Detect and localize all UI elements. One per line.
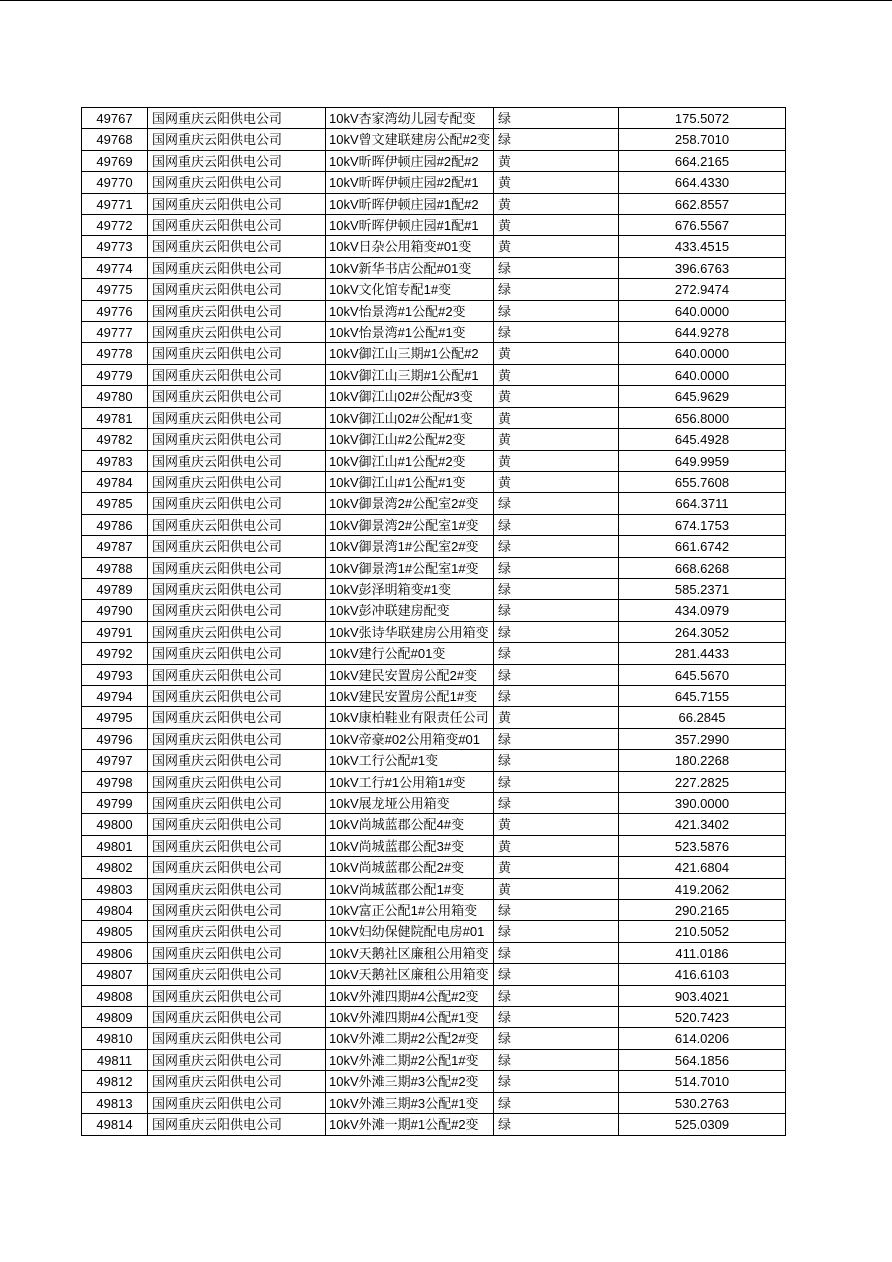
cell-value: 903.4021: [619, 986, 786, 1006]
table-row: [82, 365, 786, 386]
table-row: [82, 472, 786, 493]
cell-status: 黄: [494, 386, 619, 406]
cell-id: 49794: [82, 686, 148, 706]
cell-status: 黄: [494, 151, 619, 171]
table-row: [82, 622, 786, 643]
cell-status: 绿: [494, 793, 619, 813]
cell-company: 国网重庆云阳供电公司: [148, 814, 326, 834]
table-row: [82, 814, 786, 835]
cell-id: 49813: [82, 1093, 148, 1113]
cell-value: 664.3711: [619, 493, 786, 513]
cell-id: 49791: [82, 622, 148, 642]
cell-transformer: 10kV怡景湾#1公配#1变: [326, 322, 494, 342]
table-row: [82, 1114, 786, 1135]
table-row: [82, 579, 786, 600]
cell-status: 绿: [494, 322, 619, 342]
cell-status: 黄: [494, 472, 619, 492]
cell-transformer: 10kV天鹅社区廉租公用箱变: [326, 943, 494, 963]
cell-status: 黄: [494, 857, 619, 877]
cell-value: 523.5876: [619, 836, 786, 856]
cell-id: 49814: [82, 1114, 148, 1134]
cell-id: 49778: [82, 343, 148, 363]
cell-transformer: 10kV日杂公用箱变#01变: [326, 236, 494, 256]
cell-company: 国网重庆云阳供电公司: [148, 793, 326, 813]
cell-value: 645.9629: [619, 386, 786, 406]
cell-value: 281.4433: [619, 643, 786, 663]
table-row: [82, 643, 786, 664]
cell-id: 49780: [82, 386, 148, 406]
table-row: [82, 750, 786, 771]
cell-value: 644.9278: [619, 322, 786, 342]
cell-status: 绿: [494, 1050, 619, 1070]
cell-status: 绿: [494, 1114, 619, 1134]
table-row: [82, 258, 786, 279]
cell-id: 49809: [82, 1007, 148, 1027]
cell-value: 434.0979: [619, 600, 786, 620]
table-row: [82, 493, 786, 514]
cell-company: 国网重庆云阳供电公司: [148, 1093, 326, 1113]
cell-company: 国网重庆云阳供电公司: [148, 579, 326, 599]
cell-id: 49782: [82, 429, 148, 449]
data-table: [81, 107, 786, 1136]
cell-value: 676.5567: [619, 215, 786, 235]
cell-transformer: 10kV工行#1公用箱1#变: [326, 772, 494, 792]
table-row: [82, 536, 786, 557]
cell-id: 49804: [82, 900, 148, 920]
table-row: [82, 729, 786, 750]
cell-id: 49777: [82, 322, 148, 342]
table-row: [82, 1007, 786, 1028]
cell-value: 530.2763: [619, 1093, 786, 1113]
cell-id: 49797: [82, 750, 148, 770]
cell-transformer: 10kV帝豪#02公用箱变#01: [326, 729, 494, 749]
cell-company: 国网重庆云阳供电公司: [148, 301, 326, 321]
cell-status: 绿: [494, 1093, 619, 1113]
cell-status: 绿: [494, 900, 619, 920]
cell-id: 49807: [82, 964, 148, 984]
cell-transformer: 10kV建民安置房公配2#变: [326, 665, 494, 685]
cell-status: 绿: [494, 1071, 619, 1091]
cell-value: 649.9959: [619, 451, 786, 471]
cell-value: 357.2990: [619, 729, 786, 749]
table-row: [82, 129, 786, 150]
table-row: [82, 857, 786, 878]
cell-status: 绿: [494, 129, 619, 149]
cell-company: 国网重庆云阳供电公司: [148, 108, 326, 128]
table-row: [82, 943, 786, 964]
cell-company: 国网重庆云阳供电公司: [148, 472, 326, 492]
cell-company: 国网重庆云阳供电公司: [148, 236, 326, 256]
cell-value: 290.2165: [619, 900, 786, 920]
cell-status: 绿: [494, 622, 619, 642]
cell-company: 国网重庆云阳供电公司: [148, 900, 326, 920]
cell-id: 49787: [82, 536, 148, 556]
table-row: [82, 215, 786, 236]
cell-status: 绿: [494, 558, 619, 578]
cell-company: 国网重庆云阳供电公司: [148, 964, 326, 984]
cell-company: 国网重庆云阳供电公司: [148, 408, 326, 428]
cell-value: 520.7423: [619, 1007, 786, 1027]
cell-value: 416.6103: [619, 964, 786, 984]
cell-company: 国网重庆云阳供电公司: [148, 129, 326, 149]
table-row: [82, 772, 786, 793]
cell-company: 国网重庆云阳供电公司: [148, 836, 326, 856]
cell-id: 49801: [82, 836, 148, 856]
cell-company: 国网重庆云阳供电公司: [148, 622, 326, 642]
cell-value: 210.5052: [619, 921, 786, 941]
cell-value: 661.6742: [619, 536, 786, 556]
cell-transformer: 10kV新华书店公配#01变: [326, 258, 494, 278]
cell-transformer: 10kV妇幼保健院配电房#01: [326, 921, 494, 941]
cell-value: 664.4330: [619, 172, 786, 192]
cell-transformer: 10kV尚城蓝郡公配1#变: [326, 879, 494, 899]
cell-id: 49799: [82, 793, 148, 813]
cell-id: 49775: [82, 279, 148, 299]
cell-id: 49785: [82, 493, 148, 513]
table-row: [82, 900, 786, 921]
cell-id: 49802: [82, 857, 148, 877]
cell-status: 绿: [494, 986, 619, 1006]
cell-transformer: 10kV御景湾1#公配室2#变: [326, 536, 494, 556]
cell-company: 国网重庆云阳供电公司: [148, 386, 326, 406]
cell-status: 绿: [494, 108, 619, 128]
cell-transformer: 10kV天鹅社区廉租公用箱变: [326, 964, 494, 984]
cell-value: 66.2845: [619, 707, 786, 727]
cell-transformer: 10kV御景湾2#公配室2#变: [326, 493, 494, 513]
cell-id: 49796: [82, 729, 148, 749]
cell-status: 绿: [494, 515, 619, 535]
table-row: [82, 301, 786, 322]
cell-transformer: 10kV张诗华联建房公用箱变: [326, 622, 494, 642]
cell-transformer: 10kV文化馆专配1#变: [326, 279, 494, 299]
cell-company: 国网重庆云阳供电公司: [148, 921, 326, 941]
cell-transformer: 10kV富正公配1#公用箱变: [326, 900, 494, 920]
table-row: [82, 686, 786, 707]
cell-status: 绿: [494, 964, 619, 984]
cell-id: 49788: [82, 558, 148, 578]
table-row: [82, 921, 786, 942]
cell-status: 绿: [494, 258, 619, 278]
table-row: [82, 986, 786, 1007]
cell-transformer: 10kV昕晖伊顿庄园#2配#2: [326, 151, 494, 171]
cell-transformer: 10kV建民安置房公配1#变: [326, 686, 494, 706]
cell-company: 国网重庆云阳供电公司: [148, 665, 326, 685]
cell-value: 258.7010: [619, 129, 786, 149]
cell-status: 黄: [494, 814, 619, 834]
cell-company: 国网重庆云阳供电公司: [148, 451, 326, 471]
table-row: [82, 408, 786, 429]
cell-id: 49789: [82, 579, 148, 599]
cell-status: 绿: [494, 579, 619, 599]
cell-transformer: 10kV建行公配#01变: [326, 643, 494, 663]
cell-status: 黄: [494, 343, 619, 363]
cell-id: 49768: [82, 129, 148, 149]
cell-company: 国网重庆云阳供电公司: [148, 1050, 326, 1070]
cell-value: 421.6804: [619, 857, 786, 877]
cell-transformer: 10kV御江山三期#1公配#2: [326, 343, 494, 363]
cell-company: 国网重庆云阳供电公司: [148, 172, 326, 192]
cell-value: 645.7155: [619, 686, 786, 706]
cell-transformer: 10kV展龙垭公用箱变: [326, 793, 494, 813]
cell-status: 黄: [494, 408, 619, 428]
cell-id: 49790: [82, 600, 148, 620]
table-row: [82, 194, 786, 215]
cell-transformer: 10kV工行公配#1变: [326, 750, 494, 770]
cell-company: 国网重庆云阳供电公司: [148, 194, 326, 214]
cell-company: 国网重庆云阳供电公司: [148, 857, 326, 877]
table-row: [82, 386, 786, 407]
cell-company: 国网重庆云阳供电公司: [148, 322, 326, 342]
cell-company: 国网重庆云阳供电公司: [148, 515, 326, 535]
cell-company: 国网重庆云阳供电公司: [148, 343, 326, 363]
cell-value: 655.7608: [619, 472, 786, 492]
cell-value: 662.8557: [619, 194, 786, 214]
cell-company: 国网重庆云阳供电公司: [148, 729, 326, 749]
table-row: [82, 322, 786, 343]
cell-transformer: 10kV外滩三期#3公配#1变: [326, 1093, 494, 1113]
cell-transformer: 10kV外滩二期#2公配1#变: [326, 1050, 494, 1070]
table-row: [82, 1071, 786, 1092]
table-row: [82, 515, 786, 536]
cell-status: 黄: [494, 836, 619, 856]
cell-transformer: 10kV彭冲联建房配变: [326, 600, 494, 620]
cell-transformer: 10kV外滩四期#4公配#1变: [326, 1007, 494, 1027]
cell-id: 49808: [82, 986, 148, 1006]
cell-id: 49769: [82, 151, 148, 171]
cell-company: 国网重庆云阳供电公司: [148, 536, 326, 556]
cell-transformer: 10kV御景湾1#公配室1#变: [326, 558, 494, 578]
cell-value: 564.1856: [619, 1050, 786, 1070]
cell-company: 国网重庆云阳供电公司: [148, 365, 326, 385]
cell-status: 绿: [494, 600, 619, 620]
cell-company: 国网重庆云阳供电公司: [148, 707, 326, 727]
cell-transformer: 10kV昕晖伊顿庄园#1配#2: [326, 194, 494, 214]
cell-company: 国网重庆云阳供电公司: [148, 558, 326, 578]
cell-transformer: 10kV御江山#1公配#2变: [326, 451, 494, 471]
cell-status: 绿: [494, 772, 619, 792]
cell-status: 绿: [494, 943, 619, 963]
cell-transformer: 10kV彭泽明箱变#1变: [326, 579, 494, 599]
cell-value: 645.5670: [619, 665, 786, 685]
cell-id: 49767: [82, 108, 148, 128]
cell-status: 黄: [494, 879, 619, 899]
cell-company: 国网重庆云阳供电公司: [148, 943, 326, 963]
cell-id: 49803: [82, 879, 148, 899]
cell-id: 49773: [82, 236, 148, 256]
cell-status: 绿: [494, 1007, 619, 1027]
table-row: [82, 600, 786, 621]
table-row: [82, 1093, 786, 1114]
cell-transformer: 10kV尚城蓝郡公配3#变: [326, 836, 494, 856]
table-row: [82, 429, 786, 450]
cell-company: 国网重庆云阳供电公司: [148, 772, 326, 792]
cell-id: 49810: [82, 1028, 148, 1048]
cell-transformer: 10kV御景湾2#公配室1#变: [326, 515, 494, 535]
table-row: [82, 1050, 786, 1071]
cell-status: 绿: [494, 665, 619, 685]
cell-value: 421.3402: [619, 814, 786, 834]
table-row: [82, 172, 786, 193]
cell-transformer: 10kV外滩四期#4公配#2变: [326, 986, 494, 1006]
cell-status: 黄: [494, 215, 619, 235]
table-row: [82, 879, 786, 900]
cell-value: 264.3052: [619, 622, 786, 642]
table-row: [82, 279, 786, 300]
cell-transformer: 10kV御江山#2公配#2变: [326, 429, 494, 449]
table-row: [82, 451, 786, 472]
cell-status: 绿: [494, 686, 619, 706]
cell-company: 国网重庆云阳供电公司: [148, 600, 326, 620]
cell-status: 黄: [494, 707, 619, 727]
cell-transformer: 10kV外滩三期#3公配#2变: [326, 1071, 494, 1091]
cell-transformer: 10kV御江山#1公配#1变: [326, 472, 494, 492]
cell-value: 645.4928: [619, 429, 786, 449]
table-row: [82, 707, 786, 728]
cell-company: 国网重庆云阳供电公司: [148, 279, 326, 299]
cell-id: 49798: [82, 772, 148, 792]
cell-value: 272.9474: [619, 279, 786, 299]
cell-id: 49806: [82, 943, 148, 963]
cell-transformer: 10kV昕晖伊顿庄园#1配#1: [326, 215, 494, 235]
page-top-rule: [0, 0, 892, 1]
cell-transformer: 10kV御江山02#公配#1变: [326, 408, 494, 428]
cell-id: 49783: [82, 451, 148, 471]
table-row: [82, 793, 786, 814]
cell-value: 585.2371: [619, 579, 786, 599]
cell-id: 49811: [82, 1050, 148, 1070]
cell-value: 525.0309: [619, 1114, 786, 1134]
cell-value: 640.0000: [619, 301, 786, 321]
cell-status: 黄: [494, 451, 619, 471]
table-row: [82, 151, 786, 172]
cell-id: 49771: [82, 194, 148, 214]
cell-transformer: 10kV康柏鞋业有限责任公司: [326, 707, 494, 727]
cell-transformer: 10kV尚城蓝郡公配2#变: [326, 857, 494, 877]
cell-id: 49795: [82, 707, 148, 727]
cell-company: 国网重庆云阳供电公司: [148, 643, 326, 663]
cell-company: 国网重庆云阳供电公司: [148, 1007, 326, 1027]
cell-value: 390.0000: [619, 793, 786, 813]
cell-id: 49772: [82, 215, 148, 235]
table-row: [82, 665, 786, 686]
cell-value: 674.1753: [619, 515, 786, 535]
cell-company: 国网重庆云阳供电公司: [148, 258, 326, 278]
cell-status: 绿: [494, 750, 619, 770]
cell-id: 49805: [82, 921, 148, 941]
cell-status: 绿: [494, 301, 619, 321]
cell-status: 绿: [494, 536, 619, 556]
cell-value: 668.6268: [619, 558, 786, 578]
cell-status: 绿: [494, 921, 619, 941]
cell-company: 国网重庆云阳供电公司: [148, 1114, 326, 1134]
cell-value: 640.0000: [619, 343, 786, 363]
cell-value: 396.6763: [619, 258, 786, 278]
cell-company: 国网重庆云阳供电公司: [148, 493, 326, 513]
cell-transformer: 10kV杏家湾幼儿园专配变: [326, 108, 494, 128]
cell-id: 49786: [82, 515, 148, 535]
cell-value: 664.2165: [619, 151, 786, 171]
cell-status: 绿: [494, 643, 619, 663]
cell-id: 49779: [82, 365, 148, 385]
cell-id: 49784: [82, 472, 148, 492]
cell-status: 绿: [494, 493, 619, 513]
cell-company: 国网重庆云阳供电公司: [148, 429, 326, 449]
cell-status: 黄: [494, 365, 619, 385]
cell-company: 国网重庆云阳供电公司: [148, 686, 326, 706]
cell-id: 49774: [82, 258, 148, 278]
cell-transformer: 10kV御江山02#公配#3变: [326, 386, 494, 406]
table-row: [82, 964, 786, 985]
cell-transformer: 10kV尚城蓝郡公配4#变: [326, 814, 494, 834]
cell-company: 国网重庆云阳供电公司: [148, 215, 326, 235]
cell-status: 黄: [494, 236, 619, 256]
table-row: [82, 108, 786, 129]
cell-status: 黄: [494, 172, 619, 192]
cell-company: 国网重庆云阳供电公司: [148, 1071, 326, 1091]
cell-transformer: 10kV怡景湾#1公配#2变: [326, 301, 494, 321]
cell-company: 国网重庆云阳供电公司: [148, 879, 326, 899]
cell-value: 656.8000: [619, 408, 786, 428]
cell-value: 175.5072: [619, 108, 786, 128]
cell-id: 49800: [82, 814, 148, 834]
table-row: [82, 836, 786, 857]
cell-value: 411.0186: [619, 943, 786, 963]
cell-status: 绿: [494, 729, 619, 749]
cell-value: 614.0206: [619, 1028, 786, 1048]
table-row: [82, 236, 786, 257]
cell-transformer: 10kV曾文建联建房公配#2变: [326, 129, 494, 149]
cell-transformer: 10kV御江山三期#1公配#1: [326, 365, 494, 385]
cell-transformer: 10kV外滩二期#2公配2#变: [326, 1028, 494, 1048]
cell-status: 黄: [494, 429, 619, 449]
table-row: [82, 558, 786, 579]
table-row: [82, 343, 786, 364]
cell-company: 国网重庆云阳供电公司: [148, 1028, 326, 1048]
cell-value: 640.0000: [619, 365, 786, 385]
cell-id: 49776: [82, 301, 148, 321]
cell-id: 49793: [82, 665, 148, 685]
cell-status: 黄: [494, 194, 619, 214]
cell-company: 国网重庆云阳供电公司: [148, 750, 326, 770]
cell-company: 国网重庆云阳供电公司: [148, 151, 326, 171]
cell-company: 国网重庆云阳供电公司: [148, 986, 326, 1006]
cell-value: 419.2062: [619, 879, 786, 899]
table-row: [82, 1028, 786, 1049]
cell-value: 227.2825: [619, 772, 786, 792]
cell-transformer: 10kV外滩一期#1公配#2变: [326, 1114, 494, 1134]
cell-transformer: 10kV昕晖伊顿庄园#2配#1: [326, 172, 494, 192]
cell-id: 49770: [82, 172, 148, 192]
cell-id: 49792: [82, 643, 148, 663]
cell-id: 49781: [82, 408, 148, 428]
cell-value: 180.2268: [619, 750, 786, 770]
cell-value: 514.7010: [619, 1071, 786, 1091]
cell-status: 绿: [494, 279, 619, 299]
cell-id: 49812: [82, 1071, 148, 1091]
cell-value: 433.4515: [619, 236, 786, 256]
cell-status: 绿: [494, 1028, 619, 1048]
